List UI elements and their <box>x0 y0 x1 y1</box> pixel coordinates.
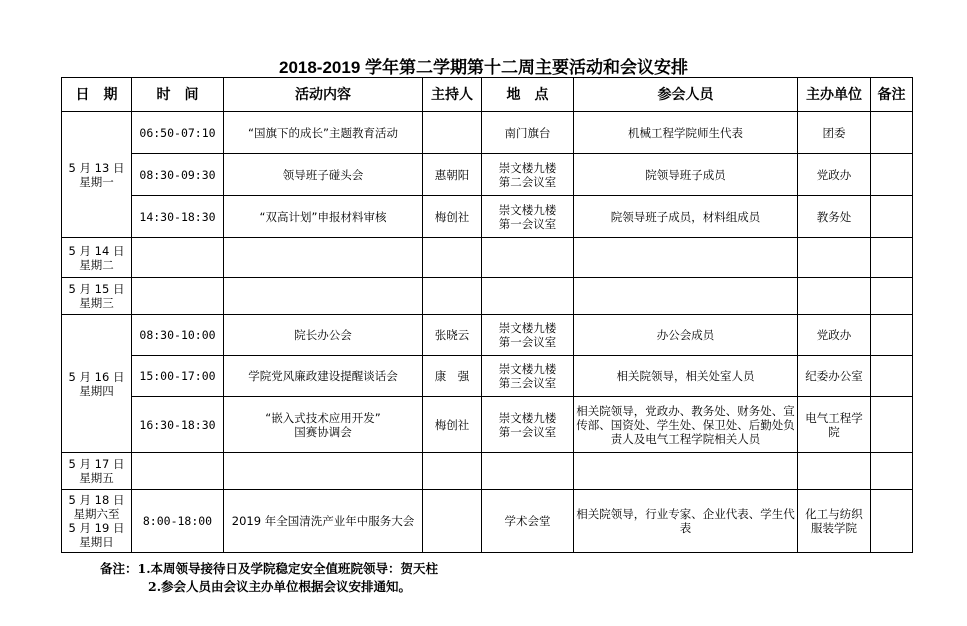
host-cell: 惠朝阳 <box>423 154 482 196</box>
remark-cell <box>871 490 913 553</box>
time-cell: 14:30-18:30 <box>132 196 224 238</box>
host-cell <box>423 490 482 553</box>
organizer-cell: 教务处 <box>798 196 871 238</box>
host-cell <box>423 238 482 278</box>
organizer-cell: 党政办 <box>798 154 871 196</box>
table-row <box>62 356 913 397</box>
location-cell: 南门旗台 <box>482 112 574 154</box>
location-cell: 崇文楼九楼 第一会议室 <box>482 397 574 453</box>
host-cell <box>423 278 482 315</box>
organizer-cell: 电气工程学院 <box>798 397 871 453</box>
date-cell: 5 月 13 日 星期一 <box>62 112 132 238</box>
remark-cell <box>871 196 913 238</box>
time-cell: 8:00-18:00 <box>132 490 224 553</box>
organizer-cell: 纪委办公室 <box>798 356 871 397</box>
content-cell: 院长办公会 <box>224 315 423 356</box>
location-cell: 崇文楼九楼 第一会议室 <box>482 315 574 356</box>
table-row <box>62 196 913 238</box>
header-row <box>62 78 913 112</box>
organizer-cell <box>798 453 871 490</box>
table-row <box>62 278 913 315</box>
table-row <box>62 154 913 196</box>
organizer-cell <box>798 278 871 315</box>
host-cell: 梅创社 <box>423 196 482 238</box>
header-attendees: 参会人员 <box>574 78 798 112</box>
attendees-cell: 相关院领导，相关处室人员 <box>574 356 798 397</box>
attendees-cell <box>574 278 798 315</box>
location-cell: 学术会堂 <box>482 490 574 553</box>
content-cell <box>224 238 423 278</box>
content-cell: “嵌入式技术应用开发” 国赛协调会 <box>224 397 423 453</box>
remark-cell <box>871 238 913 278</box>
content-cell: “双高计划”申报材料审核 <box>224 196 423 238</box>
date-cell: 5 月 14 日 星期二 <box>62 238 132 278</box>
attendees-cell <box>574 238 798 278</box>
time-cell <box>132 238 224 278</box>
table-row <box>62 397 913 453</box>
organizer-cell <box>798 238 871 278</box>
remark-cell <box>871 278 913 315</box>
header-host: 主持人 <box>423 78 482 112</box>
page-title: 2018-2019 学年第二学期第十二周主要活动和会议安排 <box>278 58 689 77</box>
remark-cell <box>871 315 913 356</box>
notes <box>100 560 438 596</box>
table-row <box>62 238 913 278</box>
content-cell: 领导班子碰头会 <box>224 154 423 196</box>
header-organizer: 主办单位 <box>798 78 871 112</box>
content-cell <box>224 453 423 490</box>
note-line-2: 2.参会人员由会议主办单位根据会议安排通知。 <box>148 579 412 594</box>
header-remark: 备注 <box>871 78 913 112</box>
host-cell: 梅创社 <box>423 397 482 453</box>
time-cell <box>132 453 224 490</box>
date-cell: 5 月 18 日 星期六至 5 月 19 日 星期日 <box>62 490 132 553</box>
attendees-cell: 院领导班子成员 <box>574 154 798 196</box>
time-cell <box>132 278 224 315</box>
date-cell: 5 月 15 日 星期三 <box>62 278 132 315</box>
location-cell <box>482 238 574 278</box>
content-cell <box>224 278 423 315</box>
header-date: 日 期 <box>62 78 132 112</box>
time-cell: 08:30-10:00 <box>132 315 224 356</box>
attendees-cell: 相关院领导，行业专家、企业代表、学生代表 <box>574 490 798 553</box>
note-line-1: 备注：1.本周领导接待日及学院稳定安全值班院领导：贺天柱 <box>100 561 439 576</box>
remark-cell <box>871 453 913 490</box>
time-cell: 06:50-07:10 <box>132 112 224 154</box>
table-row <box>62 315 913 356</box>
date-cell: 5 月 17 日 星期五 <box>62 453 132 490</box>
remark-cell <box>871 356 913 397</box>
organizer-cell: 化工与纺织服装学院 <box>798 490 871 553</box>
content-cell: “国旗下的成长”主题教育活动 <box>224 112 423 154</box>
organizer-cell: 团委 <box>798 112 871 154</box>
date-cell: 5 月 16 日 星期四 <box>62 315 132 453</box>
organizer-cell: 党政办 <box>798 315 871 356</box>
header-time: 时 间 <box>132 78 224 112</box>
location-cell: 崇文楼九楼 第二会议室 <box>482 154 574 196</box>
time-cell: 16:30-18:30 <box>132 397 224 453</box>
host-cell <box>423 112 482 154</box>
host-cell: 张晓云 <box>423 315 482 356</box>
schedule-table <box>61 77 913 553</box>
header-location: 地 点 <box>482 78 574 112</box>
attendees-cell: 相关院领导，党政办、教务处、财务处、宣传部、国资处、学生处、保卫处、后勤处负责人及电气工程学院相关人员 <box>574 397 798 453</box>
remark-cell <box>871 154 913 196</box>
remark-cell <box>871 397 913 453</box>
remark-cell <box>871 112 913 154</box>
location-cell <box>482 278 574 315</box>
table-row <box>62 112 913 154</box>
location-cell <box>482 453 574 490</box>
table-row <box>62 490 913 553</box>
header-content: 活动内容 <box>224 78 423 112</box>
attendees-cell: 机械工程学院师生代表 <box>574 112 798 154</box>
host-cell <box>423 453 482 490</box>
time-cell: 15:00-17:00 <box>132 356 224 397</box>
content-cell: 2019 年全国清洗产业年中服务大会 <box>224 490 423 553</box>
attendees-cell: 办公会成员 <box>574 315 798 356</box>
content-cell: 学院党风廉政建设提醒谈话会 <box>224 356 423 397</box>
attendees-cell: 院领导班子成员，材料组成员 <box>574 196 798 238</box>
attendees-cell <box>574 453 798 490</box>
location-cell: 崇文楼九楼 第一会议室 <box>482 196 574 238</box>
host-cell: 康 强 <box>423 356 482 397</box>
table-row <box>62 453 913 490</box>
time-cell: 08:30-09:30 <box>132 154 224 196</box>
location-cell: 崇文楼九楼 第三会议室 <box>482 356 574 397</box>
